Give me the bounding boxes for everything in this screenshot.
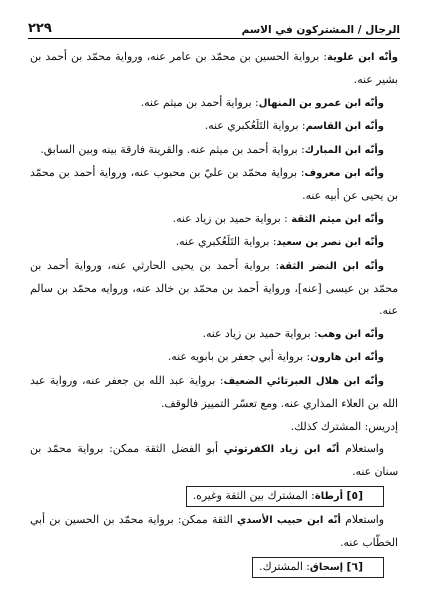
idris-line	[30, 416, 398, 438]
entry-text: : المشترك.	[259, 559, 310, 573]
paragraph-text: : برواية عبد الله بن جعفر عنه، ورواية عبد الله بن العلاء المذاري عنه. ومع تعسّر التمييز فالوقف.	[30, 373, 398, 411]
narrator-name: وأنّه ابن النضر الثقة	[279, 260, 384, 272]
narrator-name: وأنّه ابن علوية	[327, 52, 398, 63]
narrator-name: وأنّه ابن عمرو بن المنهال	[258, 97, 384, 109]
paragraph	[30, 370, 398, 416]
narrator-name: أنّه ابن حبيب الأسدي	[237, 514, 341, 526]
narrator-name: وأنّه ابن نصر بن سعيد	[276, 237, 384, 249]
entry-heading	[30, 555, 398, 580]
paragraph-text: : برواية التَلَعُكبري عنه.	[204, 119, 306, 133]
page-header	[28, 14, 400, 36]
paragraph-text: : برواية أحمد بن يحيى الحارثي عنه، ورواية أحمد بن محمّد بن عيسى [عنه]، ورواية أحمد بن محمّد بن خالد عنه، وروايه محمّد بن سالم عنه.	[30, 258, 398, 318]
narrator-name: وأنّه ابن المبارك	[304, 144, 384, 156]
entry-number: [٦]	[346, 559, 363, 573]
paragraph-text: : برواية حميد بن زياد عنه.	[172, 211, 292, 225]
page-body	[30, 46, 398, 606]
paragraph-text: أبو الفضل الثقة ممكن: برواية محمّد بن سنان عنه.	[30, 441, 398, 479]
narrator-name: وأنّه ابن وهب	[317, 328, 384, 340]
paragraph	[30, 509, 398, 555]
paragraph	[30, 208, 398, 231]
paragraph	[30, 92, 398, 115]
narrator-name: أنّه ابن زياد الكفرتوثي	[223, 443, 340, 455]
istilam-lead: واستعلام	[340, 512, 384, 526]
header-rule	[28, 38, 400, 39]
paragraph-text: : برواية التَلَعُكبري عنه.	[175, 235, 277, 249]
entry-box	[186, 486, 384, 507]
entry-name: إسحاق	[309, 561, 344, 573]
narrator-name: وأنّه ابن هارون	[310, 352, 384, 364]
narrator-name: وأنّه ابن معروف	[304, 168, 384, 180]
paragraph	[30, 438, 398, 484]
narrator-name: وأنّه ابن هلال العبرتائي الضعيف	[223, 375, 384, 387]
paragraph	[30, 231, 398, 254]
paragraph	[30, 162, 398, 208]
entry-number: [٥]	[346, 488, 363, 502]
paragraph	[30, 139, 398, 162]
entry-box	[252, 557, 384, 578]
paragraph	[30, 46, 398, 92]
narrator-name: وأنّه ابن ميثم الثقة	[291, 213, 384, 225]
paragraph-text: : برواية أحمد بن ميثم عنه. والقرينة فارقة بينه وبين السابق.	[40, 142, 305, 156]
paragraph-text: : برواية محمّد بن عليّ بن محبوب عنه، ورواية أحمد بن محمّد بن يحيى عن أبيه عنه.	[30, 166, 398, 203]
paragraph-text: : برواية أبي جعفر بن بابويه عنه.	[167, 350, 311, 364]
idris-text: إدريس: المشترك كذلك.	[290, 419, 398, 433]
paragraph-text: الثقة ممكن: برواية محمّد بن الحسين بن أبي الخطّاب عنه.	[30, 512, 398, 550]
paragraph	[30, 115, 398, 138]
narrator-name: وأنّه ابن القاسم	[305, 121, 384, 133]
paragraph-text: : برواية أحمد بن ميثم عنه.	[140, 95, 259, 109]
page-number: ٢٢٩	[28, 21, 52, 36]
paragraph	[30, 255, 398, 323]
paragraph	[30, 323, 398, 346]
entry-text: : المشترك بين الثقة وغيره.	[192, 488, 315, 502]
entry-heading	[30, 484, 398, 509]
paragraph-text: : برواية الحسين بن محمّد بن عامر عنه، ورواية محمّد بن أحمد بن بشير عنه.	[30, 50, 398, 87]
entry-name: أرطاة	[314, 490, 344, 502]
running-title: الرجال / المشتركون في الاسم	[241, 24, 400, 36]
paragraph-text: : برواية حميد بن زياد عنه.	[202, 326, 318, 340]
paragraph	[30, 346, 398, 369]
istilam-lead: واستعلام	[339, 441, 384, 455]
